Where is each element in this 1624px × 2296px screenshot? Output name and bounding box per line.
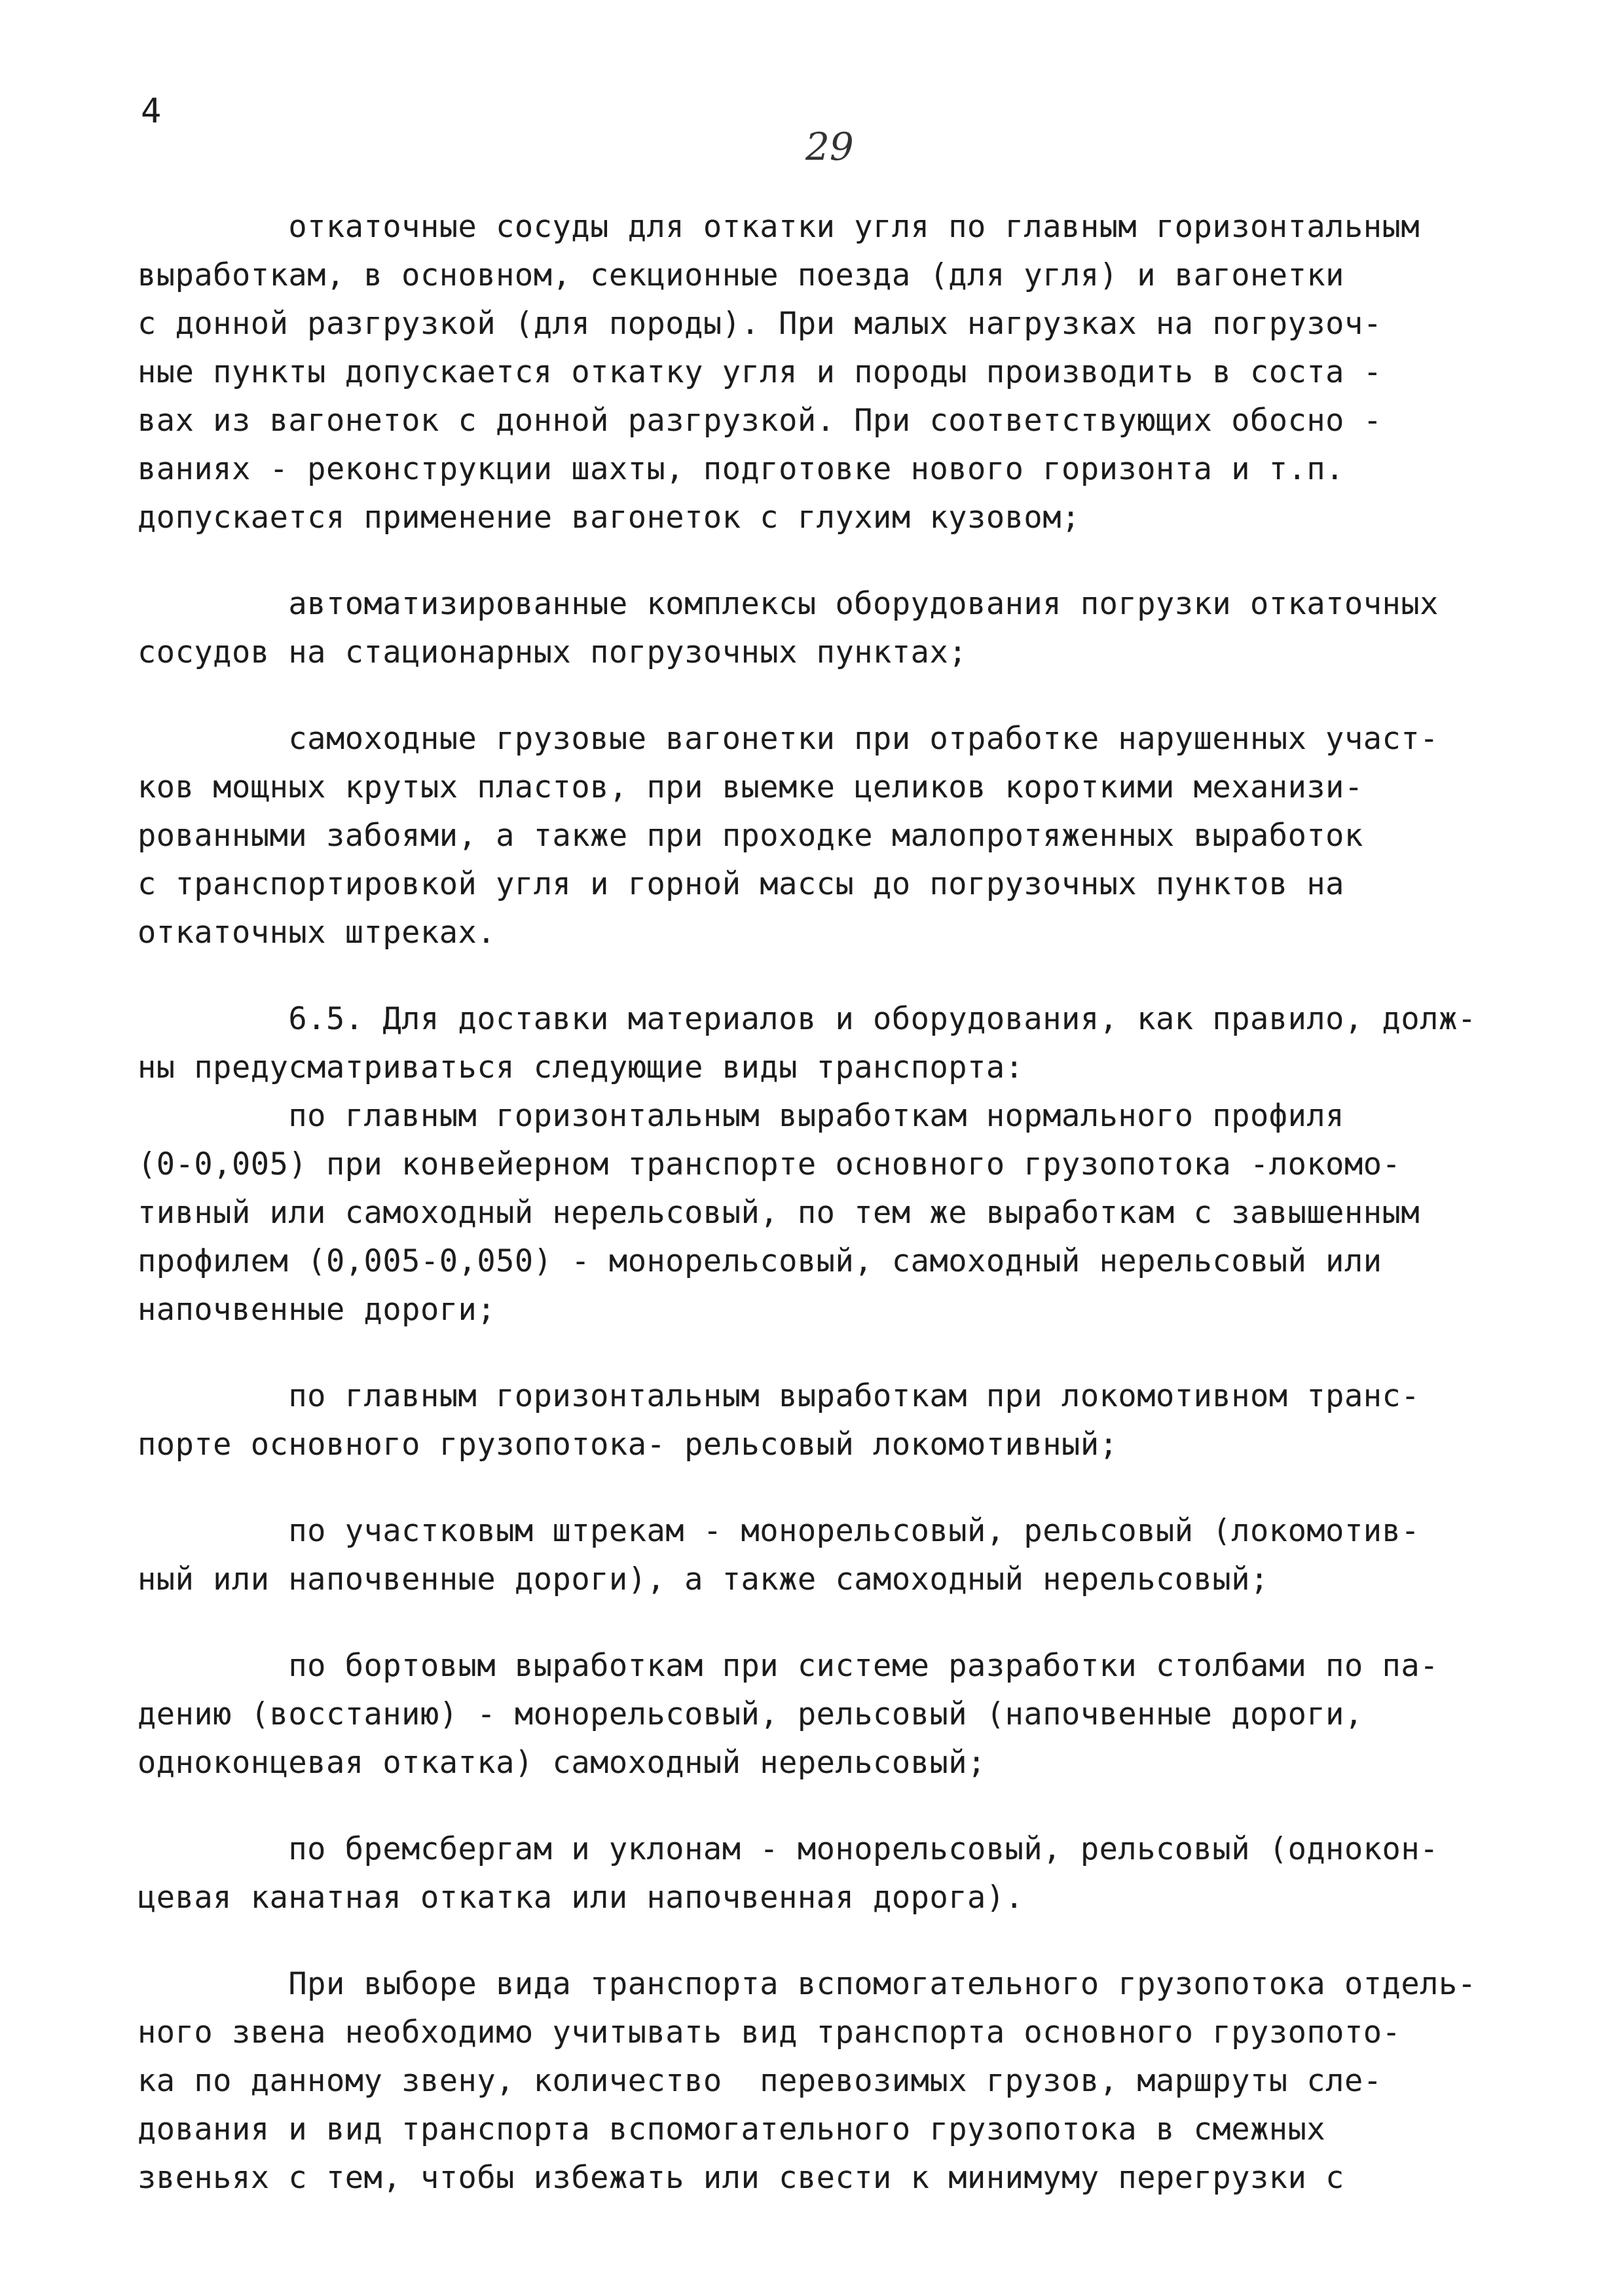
text-line: напочвенные дороги; <box>138 1292 496 1328</box>
text-line: ка по данному звену, количество перевозимых грузов, маршруты сле- <box>138 2063 1382 2099</box>
paragraph <box>138 1960 1539 2202</box>
text-line: откаточных штреках. <box>138 915 496 951</box>
text-line: дению (восстанию) - монорельсовый, рельсовый (напочвенные дороги, <box>138 1696 1363 1732</box>
paragraph <box>138 1642 1539 1787</box>
text-line: допускается применение вагонеток с глухим кузовом; <box>138 500 1080 536</box>
text-line: выработкам, в основном, секционные поезда (для угля) и вагонетки <box>138 257 1344 293</box>
text-line: по бортовым выработкам при системе разработки столбами по па- <box>138 1648 1439 1684</box>
text-line: автоматизированные комплексы оборудования погрузки откаточных <box>138 586 1439 622</box>
text-line: 6.5. Для доставки материалов и оборудования, как правило, долж- <box>138 1001 1477 1037</box>
text-line: одноконцевая откатка) самоходный нерельсовый; <box>138 1745 986 1781</box>
text-line: ны предусматриваться следующие виды транспорта: <box>138 1049 1024 1085</box>
text-line: откаточные сосуды для откатки угля по главным горизонтальным <box>138 209 1420 245</box>
handwritten-page-number: 29 <box>805 124 854 169</box>
text-line: самоходные грузовые вагонетки при отработке нарушенных участ- <box>138 721 1439 757</box>
text-line: вах из вагонеток с донной разгрузкой. При соответствующих обосно - <box>138 403 1382 439</box>
paragraph <box>138 1825 1539 1922</box>
text-line: рованными забоями, а также при проходке малопротяженных выработок <box>138 818 1363 854</box>
paragraph <box>138 1507 1539 1604</box>
text-line: по главным горизонтальным выработкам нормального профиля <box>138 1098 1344 1134</box>
text-line: ный или напочвенные дороги), а также самоходный нерельсовый; <box>138 1561 1269 1597</box>
text-line: по участковым штрекам - монорельсовый, рельсовый (локомотив- <box>138 1513 1420 1549</box>
paragraph <box>138 715 1539 957</box>
text-line: с донной разгрузкой (для породы). При малых нагрузках на погрузоч- <box>138 306 1382 342</box>
text-line: порте основного грузопотока- рельсовый локомотивный; <box>138 1427 1118 1463</box>
text-line: сосудов на стационарных погрузочных пунктах; <box>138 634 968 670</box>
text-line: ваниях - реконструкции шахты, подготовке нового горизонта и т.п. <box>138 451 1344 487</box>
page-number: 4 <box>141 92 162 131</box>
text-line: звеньях с тем, чтобы избежать или свести к минимуму перегрузки с <box>138 2160 1344 2196</box>
text-line: цевая канатная откатка или напочвенная дорога). <box>138 1880 1024 1916</box>
text-line: (0-0,005) при конвейерном транспорте основного грузопотока -локомо- <box>138 1146 1401 1182</box>
paragraph <box>138 1092 1539 1334</box>
document-body <box>138 203 1539 2240</box>
paragraph <box>138 1372 1539 1469</box>
text-line: ные пункты допускается откатку угля и породы производить в соста - <box>138 354 1382 390</box>
text-line: При выборе вида транспорта вспомогательного грузопотока отдель- <box>138 1966 1477 2002</box>
paragraph <box>138 203 1539 542</box>
text-line: ного звена необходимо учитывать вид транспорта основного грузопото- <box>138 2014 1401 2050</box>
text-line: тивный или самоходный нерельсовый, по тем же выработкам с завышенным <box>138 1195 1420 1231</box>
paragraph <box>138 995 1539 1092</box>
text-line: ков мощных крутых пластов, при выемке целиков короткими механизи- <box>138 769 1363 805</box>
text-line: дования и вид транспорта вспомогательного грузопотока в смежных <box>138 2111 1326 2147</box>
text-line: по бремсбергам и уклонам - монорельсовый, рельсовый (однокон- <box>138 1831 1439 1867</box>
text-line: профилем (0,005-0,050) - монорельсовый, самоходный нерельсовый или <box>138 1243 1382 1279</box>
text-line: по главным горизонтальным выработкам при локомотивном транс- <box>138 1378 1420 1414</box>
paragraph <box>138 580 1539 677</box>
text-line: с транспортировкой угля и горной массы до погрузочных пунктов на <box>138 866 1344 902</box>
